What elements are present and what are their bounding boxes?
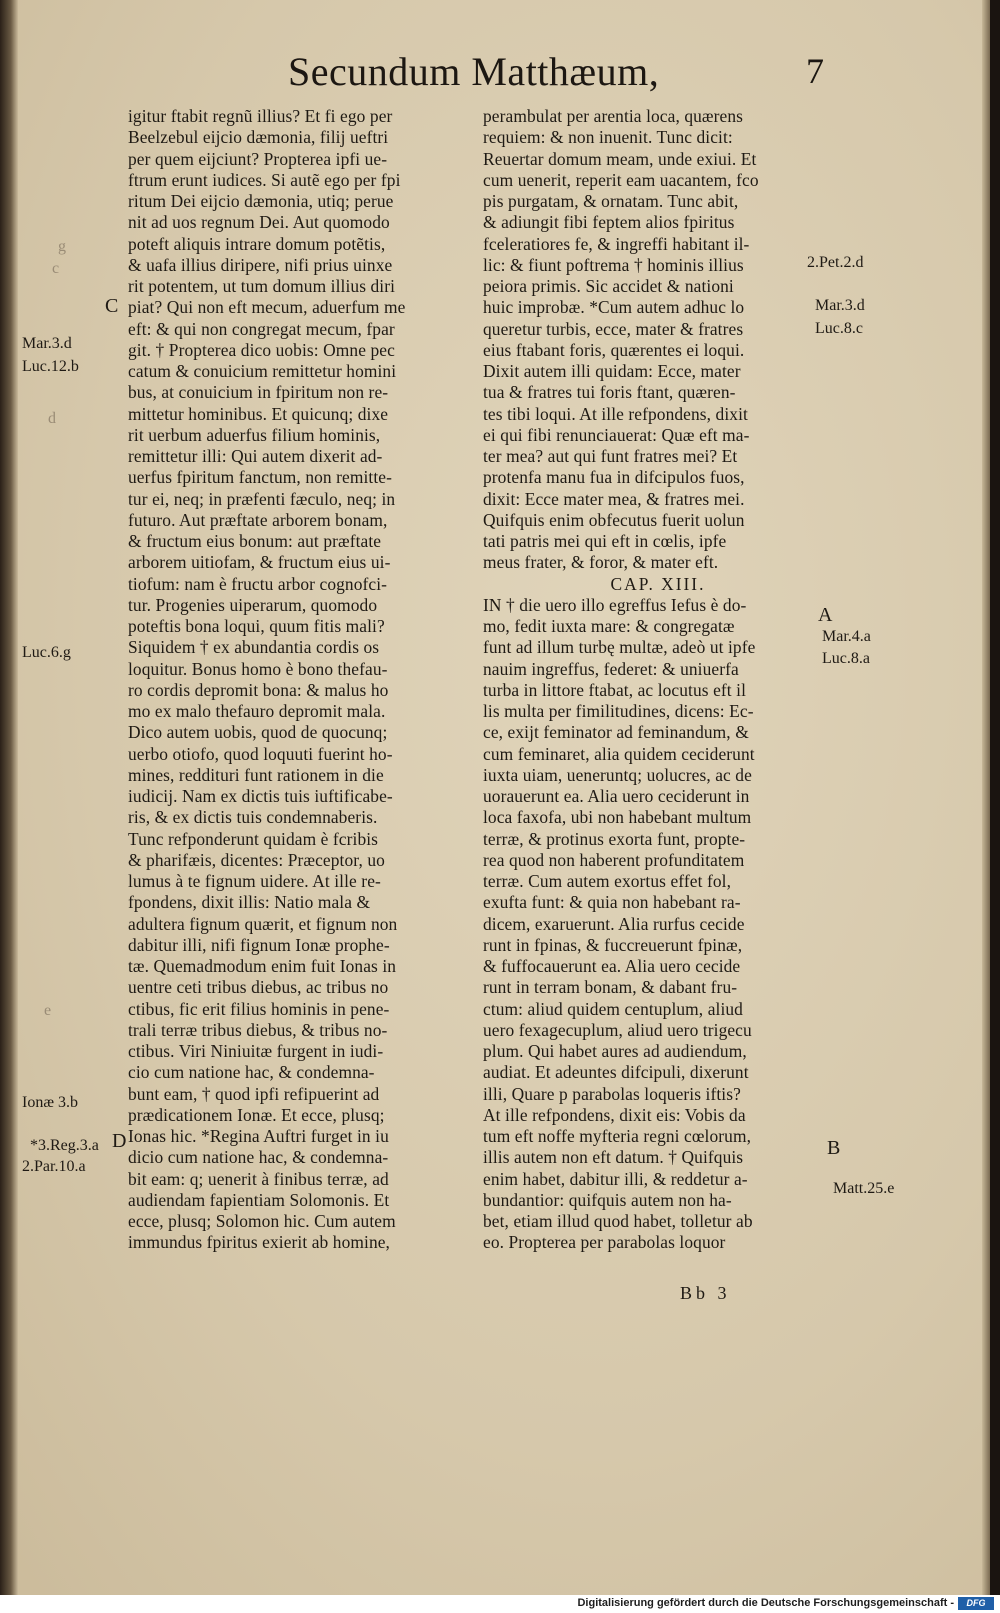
text-line: uorauerunt ea. Alia uero ceciderunt in	[483, 786, 750, 806]
text-line: prædicationem Ionæ. Et ecce, plusq;	[128, 1104, 385, 1125]
margin-note-ionae-3b: Ionæ 3.b	[22, 1094, 78, 1111]
text-line: iuxta uiam, ueneruntq; uolucres, ac de	[483, 764, 752, 785]
text-line: perambulat per arentia loca, quærens	[483, 106, 744, 126]
text-line: cum feminaret, alia quidem ceciderunt	[483, 743, 755, 764]
margin-note-luc-12b: Luc.12.b	[22, 358, 79, 375]
text-line: ris, & ex dictis tuis condemnaberis.	[128, 807, 378, 828]
margin-note-luc-6g: Luc.6.g	[22, 644, 71, 661]
text-line: Reuertar domum meam, unde exiui. Et	[483, 148, 757, 169]
text-line: nit ad uos regnum Dei. Aut quomodo	[128, 212, 390, 233]
section-letter-c: C	[105, 295, 119, 317]
text-line: IN † die uero illo egreffus Iefus è do-	[483, 594, 747, 615]
text-line: bundantior: quifquis autem non ha-	[483, 1189, 732, 1210]
text-line: funt ad illum turbę multæ, adeò ut ipfe	[483, 637, 756, 658]
text-line: audiat. Et adeuntes difcipuli, dixerunt	[483, 1062, 749, 1083]
text-line: cum uenerit, reperit eam uacantem, fco	[483, 169, 759, 190]
section-letter-b: B	[827, 1137, 841, 1159]
text-line: igitur ftabit regnũ illius? Et fi ego per	[128, 106, 393, 126]
text-line: ftrum erunt iudices. Si autẽ ego per fpi	[128, 169, 401, 190]
footer-credit: Digitalisierung gefördert durch die Deutsche Forschungsgemeinschaft -	[577, 1597, 954, 1609]
text-line: ter mea? aut qui funt fratres mei? Et	[483, 446, 738, 466]
text-line: fceleratiores fe, & ingreffi habitant il-	[483, 233, 750, 254]
text-line: cio cum natione hac, & condemna-	[128, 1062, 375, 1083]
text-line: mittetur hominibus. Et quicunq; dixe	[128, 403, 389, 424]
section-letter-d: D	[112, 1130, 127, 1152]
bleed-through-mark: d	[48, 410, 56, 427]
text-line: illi, Quare p parabolas loqueris iftis?	[483, 1083, 741, 1104]
text-line: rit potentem, ut tum domum illius diri	[128, 276, 396, 296]
text-line: & adiungit fibi feptem alios fpiritus	[483, 212, 735, 233]
text-line: remittetur illi: Qui autem dixerit ad-	[128, 446, 383, 466]
text-line: dicio cum natione hac, & condemna-	[128, 1147, 389, 1168]
text-line: trali terræ tribus diebus, & tribus no-	[128, 1019, 388, 1040]
text-line: arborem uitiofam, & fructum eius ui-	[128, 552, 391, 573]
text-line: lic: & fiunt poftrema † hominis illius	[483, 254, 744, 275]
page-number: 7	[806, 51, 824, 91]
text-line: tes tibi loqui. At ille refpondens, dixit	[483, 403, 748, 424]
text-line: tiofum: nam è fructu arbor cognofci-	[128, 573, 388, 594]
text-line: eo. Propterea per parabolas loquor	[483, 1232, 726, 1253]
text-line: & pharifæis, dicentes: Præceptor, uo	[128, 849, 385, 870]
printer-signature: Bb 3	[680, 1283, 731, 1303]
margin-note-luc-8c: Luc.8.c	[815, 320, 863, 337]
text-line: & fuffocauerunt ea. Alia uero cecide	[483, 956, 741, 976]
text-line: iudicij. Nam ex dictis tuis iuftificabe-	[128, 786, 393, 806]
text-line: Ionas hic. *Regina Auftri furget in iu	[128, 1126, 389, 1146]
text-line: ritum Dei eijcio dæmonia, utiq; perue	[128, 191, 394, 211]
margin-note-2-pet-2d: 2.Pet.2.d	[807, 254, 864, 271]
running-header-title: Secundum Matthæum,	[288, 49, 660, 94]
margin-note-luc-8a: Luc.8.a	[822, 650, 870, 667]
text-line: adultera fignum quærit, et fignum non	[128, 913, 398, 934]
text-line: meus frater, & foror, & mater eft.	[483, 552, 719, 573]
chapter-heading: CAP. XIII.	[610, 573, 706, 594]
text-line: piat? Qui non eft mecum, aduerfum me	[128, 297, 406, 318]
text-line: enim habet, dabitur illi, & reddetur a-	[483, 1168, 748, 1189]
bleed-through-mark: c	[52, 260, 60, 277]
text-line: eft: & qui non congregat mecum, fpar	[128, 318, 395, 339]
text-line: uero fexagecuplum, aliud uero trigecu	[483, 1019, 752, 1040]
text-line: bus, at conuicium in fpiritum non re-	[128, 382, 389, 403]
text-line: Quifquis enim obfecutus fuerit uolun	[483, 509, 745, 530]
text-line: lumus à te fignum uidere. At ille re-	[128, 871, 381, 891]
margin-note-mar-3d: Mar.3.d	[22, 335, 72, 352]
digitization-footer	[0, 1595, 1000, 1613]
text-line: illis autem non eft datum. † Quifquis	[483, 1147, 744, 1168]
text-line: tati patris mei qui eft in cœlis, ipfe	[483, 531, 727, 551]
text-line: futuro. Aut præftate arborem bonam,	[128, 509, 388, 530]
text-line: Tunc refponderunt quidam è fcribis	[128, 828, 379, 849]
text-line: ctum: aliud quidem centuplum, aliud	[483, 998, 743, 1019]
text-line: dicem, exaruerunt. Alia rurfus cecide	[483, 913, 745, 934]
bleed-through-mark: e	[44, 1002, 52, 1019]
text-line: terræ, & protinus exorta funt, propte-	[483, 828, 746, 849]
text-line: requiem: & non inuenit. Tunc dicit:	[483, 127, 733, 148]
left-text-column	[128, 106, 468, 1254]
text-line: plum. Qui habet aures ad audiendum,	[483, 1041, 747, 1061]
text-line: Dixit autem illi quidam: Ecce, mater	[483, 361, 741, 381]
text-line: Beelzebul eijcio dæmonia, filij ueftri	[128, 127, 389, 148]
dfg-logo-icon: DFG	[958, 1597, 994, 1610]
text-line: poteftis bona loqui, quum fitis mali?	[128, 616, 385, 636]
text-line: uerfus fpiritum fanctum, non remitte-	[128, 467, 392, 488]
text-line: ctibus. Viri Niniuitæ furgent in iudi-	[128, 1041, 384, 1061]
text-line: per quem eijciunt? Propterea ipfi ue-	[128, 148, 388, 169]
text-line: fpondens, dixit illis: Natio mala &	[128, 892, 371, 913]
text-line: loquitur. Bonus homo è bono thefau-	[128, 658, 388, 679]
text-line: mo ex malo thefauro depromit mala.	[128, 701, 386, 721]
text-line: tum eft noffe myfteria regni cœlorum,	[483, 1126, 752, 1146]
text-line: queretur turbis, ecce, mater & fratres	[483, 318, 744, 339]
text-line: rea quod non haberent profunditatem	[483, 849, 745, 870]
text-line: terræ. Cum autem exortus effet fol,	[483, 871, 732, 891]
text-line: tur. Progenies uiperarum, quomodo	[128, 594, 378, 615]
margin-note-matt-25e: Matt.25.e	[833, 1180, 895, 1197]
text-line: nauim ingreffus, federet: & uniuerfa	[483, 658, 739, 679]
text-line: bunt eam, † quod ipfi refipuerint ad	[128, 1083, 380, 1104]
text-line: Dico autem uobis, quod de quocunq;	[128, 722, 388, 743]
right-text-column	[483, 106, 813, 1254]
book-spine-shadow	[0, 0, 18, 1595]
text-line: uerbo otiofo, quod loquuti fuerint ho-	[128, 743, 393, 764]
text-line: uentre ceti tribus diebus, ac tribus no	[128, 977, 389, 998]
text-line: protenfa manu fua in difcipulos fuos,	[483, 467, 745, 488]
text-line: ctibus, fic erit filius hominis in pene-	[128, 998, 390, 1019]
text-line: tua & fratres tui foris ftant, quæren-	[483, 382, 736, 403]
text-line: peiora primis. Sic accidet & nationi	[483, 276, 734, 296]
text-line: exufta funt: & quia non habebant ra-	[483, 892, 741, 913]
text-line: & fructum eius bonum: aut præftate	[128, 531, 382, 551]
margin-note-mar-4a: Mar.4.a	[822, 628, 871, 645]
text-line: & uafa illius diripere, nifi prius uinxe	[128, 254, 393, 275]
text-line: mo, fedit iuxta mare: & congregatæ	[483, 616, 735, 636]
text-line: ce, exijt feminator ad feminandum, &	[483, 722, 749, 743]
text-line: pis purgatam, & ornatam. Tunc abit,	[483, 191, 739, 211]
text-line: bet, etiam illud quod habet, tolletur ab	[483, 1211, 753, 1231]
text-line: catum & conuicium remittetur homini	[128, 361, 397, 381]
text-line: ecce, plusq; Solomon hic. Cum autem	[128, 1211, 396, 1231]
bleed-through-mark: g	[58, 238, 66, 255]
text-line: tæ. Quemadmodum enim fuit Ionas in	[128, 956, 397, 976]
text-line: turba in littore ftabat, ac locutus eft il	[483, 679, 747, 700]
text-line: lis multa per fimilitudines, dicens: Ec-	[483, 701, 754, 721]
text-line: At ille refpondens, dixit eis: Vobis da	[483, 1104, 746, 1125]
text-line: git. † Propterea dico uobis: Omne pec	[128, 339, 395, 360]
text-line: mines, reddituri funt rationem in die	[128, 764, 384, 785]
page-edge-shadow	[982, 0, 990, 1595]
text-line: huic improbæ. *Cum autem adhuc lo	[483, 297, 745, 318]
text-line: bit eam: q; uenerit à finibus terræ, ad	[128, 1168, 389, 1189]
text-line: immundus fpiritus exierit ab homine,	[128, 1232, 391, 1253]
text-line: tur ei, neq; in præfenti fæculo, neq; in	[128, 488, 396, 509]
text-line: ei qui fibi renunciauerat: Quæ eft ma-	[483, 424, 750, 445]
margin-note-3-reg-3a: *3.Reg.3.a	[30, 1137, 99, 1154]
text-line: rit uerbum aduerfus filium hominis,	[128, 424, 381, 445]
text-line: runt in fpinas, & fuccreuerunt fpinæ,	[483, 934, 743, 955]
text-line: runt in terram bonam, & dabant fru-	[483, 977, 738, 998]
text-line: dixit: Ecce mater mea, & fratres mei.	[483, 488, 745, 509]
margin-note-mar-3d-right: Mar.3.d	[815, 297, 865, 314]
margin-note-2-par-10a: 2.Par.10.a	[22, 1158, 86, 1175]
text-line: eius ftabant foris, quærentes ei loqui.	[483, 339, 745, 360]
text-line: loca faxofa, ubi non habebant multum	[483, 807, 752, 828]
text-line: poteft aliquis intrare domum potẽtis,	[128, 233, 386, 254]
text-line: audiendam fapientiam Solomonis. Et	[128, 1189, 390, 1210]
text-line: dabitur illi, nifi fignum Ionæ prophe-	[128, 934, 390, 955]
text-line: Siquidem † ex abundantia cordis os	[128, 637, 380, 658]
section-letter-a: A	[818, 604, 833, 626]
text-line: ro cordis depromit bona: & malus ho	[128, 679, 389, 700]
